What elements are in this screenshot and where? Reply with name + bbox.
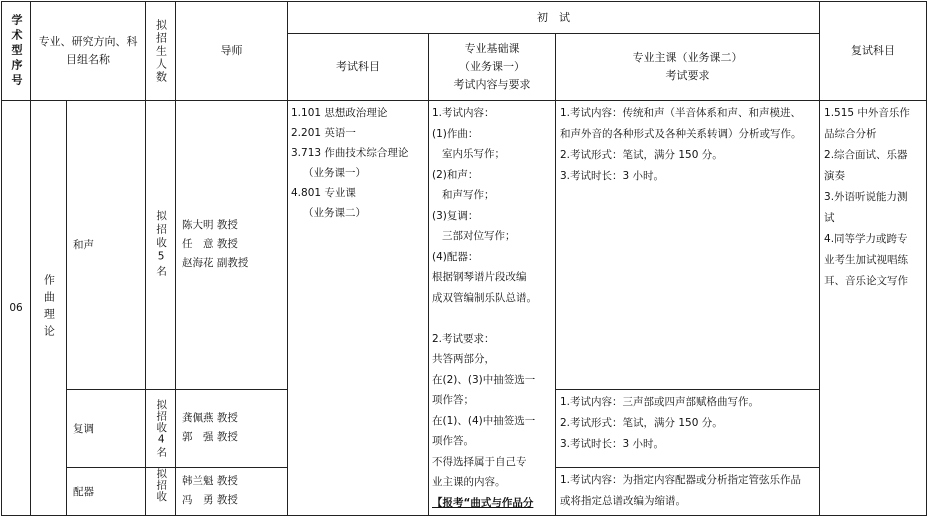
header-basic (429, 34, 556, 101)
direction-name-counterpoint: 复调 (67, 389, 146, 467)
header-quota-cell (146, 2, 176, 101)
basic-line: 和声写作； (442, 189, 495, 201)
retest-line: 4.同等学力或跨专 (824, 233, 908, 245)
basic-line: 在(1)、(4)中抽签选一 (432, 414, 536, 427)
basic-line: (3)复调： (432, 209, 479, 222)
tutor-item: 郭 强 教授 (182, 431, 238, 444)
requirement-line: 3.考试时长：3 小时。 (560, 437, 665, 450)
retest-line: 业考生加试视唱练 (824, 254, 909, 266)
requirement-line: 3.考试时长：3 小时。 (560, 170, 665, 182)
main-course-harmony (556, 101, 820, 390)
basic-line: 项作答。 (432, 435, 474, 447)
basic-line: 2.考试要求： (432, 332, 495, 345)
header-initial: 初 试 (288, 2, 820, 34)
header-retest: 复试科目 (820, 2, 927, 101)
requirement-line: 2.考试形式：笔试，满分 150 分。 (560, 149, 723, 161)
requirement-line: 1.考试内容：三声部或四声部赋格曲写作。 (560, 395, 760, 408)
retest-subjects (820, 101, 927, 516)
tutors-orchestration (176, 467, 288, 515)
header-main-line1: 专业主课（业务课二） (632, 51, 743, 64)
direction-name-harmony: 和声 (67, 101, 146, 390)
requirement-line: 或将指定总谱改编为缩谱。 (560, 494, 686, 507)
basic-line: (2)和声： (432, 168, 479, 181)
requirement-line: 1.考试内容：为指定内容配器或分析指定管弦乐作品 (560, 473, 802, 486)
enrollment-table (1, 1, 927, 516)
program-name: 作曲理论 (42, 274, 56, 342)
basic-line: 【报考“曲式与作品分 (432, 496, 534, 509)
main-course-counterpoint (556, 389, 820, 467)
header-main-line2: 考试要求 (665, 69, 710, 82)
program-number: 06 (2, 101, 31, 516)
header-basic-line1: 专业基础课 (464, 42, 520, 55)
requirement-line: 1.考试内容：传统和声（半音体系和声、和声模进、 (560, 107, 802, 119)
header-basic-line3: 考试内容与要求 (453, 78, 531, 91)
basic-line: (1)作曲： (432, 127, 479, 140)
retest-line: 3.外语听说能力测 (824, 191, 908, 203)
direction-quota-harmony: 拟招收5名 (155, 210, 168, 280)
tutor-item: 陈大明 教授 (182, 219, 238, 232)
header-major: 专业、研究方向、科目组名称 (31, 2, 146, 101)
basic-line: 不得选择属于自己专 (432, 455, 527, 468)
header-quota: 拟招生人数 (154, 18, 168, 84)
direction-quota-counterpoint: 拟招收4名 (155, 398, 168, 458)
subject-item: （业务课二） (303, 207, 366, 219)
main-course-orchestration (556, 467, 820, 515)
direction-quota-harmony-cell (146, 101, 176, 390)
retest-line: 2.综合面试、乐器 (824, 149, 908, 161)
header-main (556, 34, 820, 101)
subject-item: 2.201 英语一 (291, 127, 356, 139)
header-tutor: 导师 (176, 2, 288, 101)
tutor-item: 韩兰魁 教授 (182, 475, 238, 488)
tutor-item: 龚佩燕 教授 (182, 412, 238, 425)
subject-item: 1.101 思想政治理论 (291, 107, 388, 119)
tutors-harmony (176, 101, 288, 390)
retest-line: 耳、音乐论文写作 (824, 275, 909, 287)
subject-item: （业务课一） (303, 167, 366, 179)
tutor-item: 任 意 教授 (182, 238, 238, 251)
exam-subjects (288, 101, 429, 516)
header-type: 学术型序号 (10, 13, 23, 89)
basic-line: 在(2)、(3)中抽签选一 (432, 373, 536, 386)
basic-line: 三部对位写作； (442, 230, 516, 242)
basic-line: 1.考试内容： (432, 107, 495, 119)
requirement-line: 和声外音的各种形式及各种关系转调）分析或写作。 (560, 128, 802, 140)
subject-item: 4.801 专业课 (291, 187, 356, 199)
tutor-item: 赵海花 副教授 (182, 257, 249, 270)
basic-line: 共答两部分， (432, 353, 495, 365)
basic-line: 项作答； (432, 394, 474, 406)
direction-quota-orchestration: 拟招收 (155, 467, 168, 503)
direction-name-orchestration: 配器 (67, 467, 146, 515)
basic-line (432, 308, 552, 329)
requirement-line: 2.考试形式：笔试，满分 150 分。 (560, 416, 723, 429)
retest-line: 试 (824, 212, 835, 224)
program-name-cell (31, 101, 67, 516)
basic-line: 业主课的内容。 (432, 476, 506, 488)
basic-course-content (429, 101, 556, 516)
tutor-item: 冯 勇 教授 (182, 494, 238, 507)
retest-line: 品综合分析 (824, 128, 877, 140)
direction-quota-orchestration-cell (146, 467, 176, 515)
tutors-counterpoint (176, 389, 288, 467)
basic-line: 室内乐写作； (442, 148, 505, 160)
header-type-cell (2, 2, 31, 101)
header-basic-line2: （业务课一） (459, 60, 525, 73)
direction-quota-counterpoint-cell (146, 389, 176, 467)
basic-line: 成双管编制乐队总谱。 (432, 291, 537, 304)
retest-line: 1.515 中外音乐作 (824, 107, 910, 119)
subject-item: 3.713 作曲技术综合理论 (291, 147, 409, 159)
basic-line: 根据钢琴谱片段改编 (432, 271, 527, 283)
basic-line: (4)配器： (432, 250, 479, 263)
retest-line: 演奏 (824, 170, 846, 182)
header-subjects: 考试科目 (288, 34, 429, 101)
